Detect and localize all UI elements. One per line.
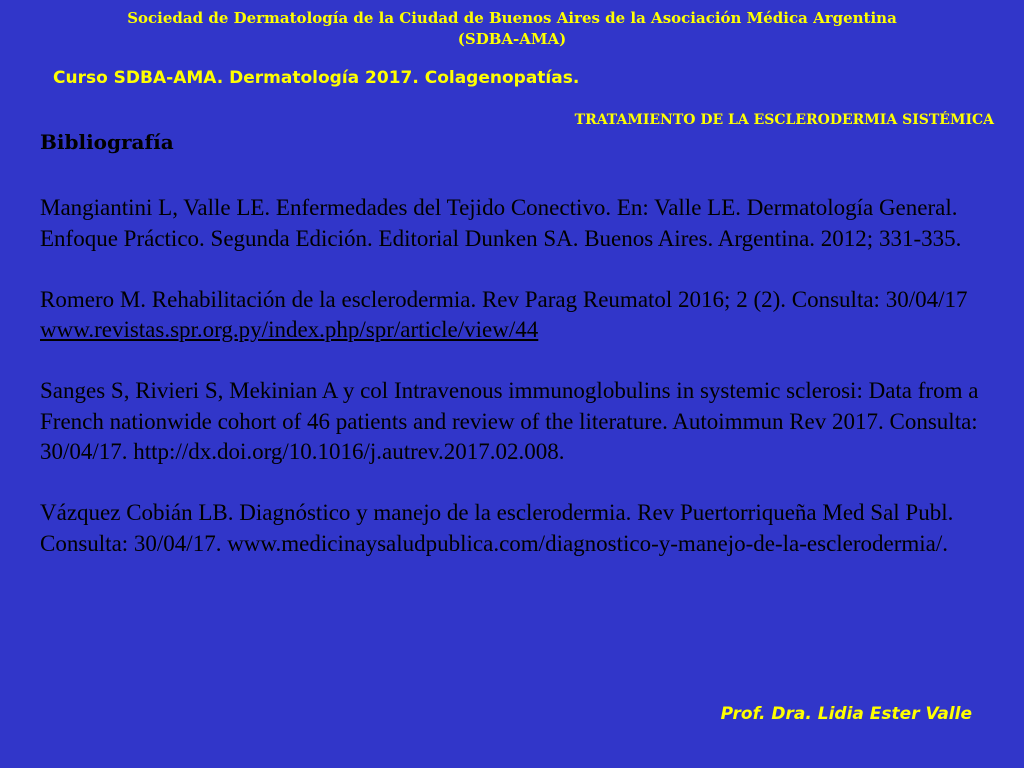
reference-text: Sanges S, Rivieri S, Mekinian A y col Intravenous immunoglobulins in systemic sclerosi: Data from a French nationwide cohort of 46 patients and review of the literature. Autoimmun Rev 2017. Consulta: 30/04/17. http://dx.doi.org/10.1016/j.autrev.2017.02.008. bbox=[40, 378, 979, 464]
reference-item bbox=[40, 285, 1000, 346]
reference-item bbox=[40, 376, 1000, 468]
topic-title: TRATAMIENTO DE LA ESCLERODERMIA SISTÉMICA bbox=[574, 112, 994, 128]
reference-list bbox=[40, 193, 1000, 590]
course-title: Curso SDBA-AMA. Dermatología 2017. Colagenopatías. bbox=[53, 68, 580, 88]
society-acronym: (SDBA-AMA) bbox=[457, 30, 567, 48]
society-header bbox=[0, 8, 1024, 50]
reference-text: Romero M. Rehabilitación de la esclerodermia. Rev Parag Reumatol 2016; 2 (2). Consulta: 30/04/17 bbox=[40, 286, 968, 312]
reference-link[interactable]: www.revistas.spr.org.py/index.php/spr/article/view/44 bbox=[40, 317, 539, 342]
section-title: Bibliografía bbox=[40, 130, 174, 154]
reference-text: Vázquez Cobián LB. Diagnóstico y manejo de la esclerodermia. Rev Puertorriqueña Med Sal Publ. Consulta: 30/04/17. www.medicinaysaludpublica.com/diagnostico-y-manejo-de-la-esclerodermia/. bbox=[40, 500, 954, 556]
reference-item bbox=[40, 193, 1000, 254]
reference-item bbox=[40, 498, 1000, 559]
reference-text: Mangiantini L, Valle LE. Enfermedades del Tejido Conectivo. En: Valle LE. Dermatología General. Enfoque Práctico. Segunda Edición. Editorial Dunken SA. Buenos Aires. Argentina. 2012; 331-335. bbox=[40, 195, 962, 251]
author-signature: Prof. Dra. Lidia Ester Valle bbox=[720, 704, 972, 724]
society-name: Sociedad de Dermatología de la Ciudad de Buenos Aires de la Asociación Médica Argentina bbox=[127, 9, 897, 27]
